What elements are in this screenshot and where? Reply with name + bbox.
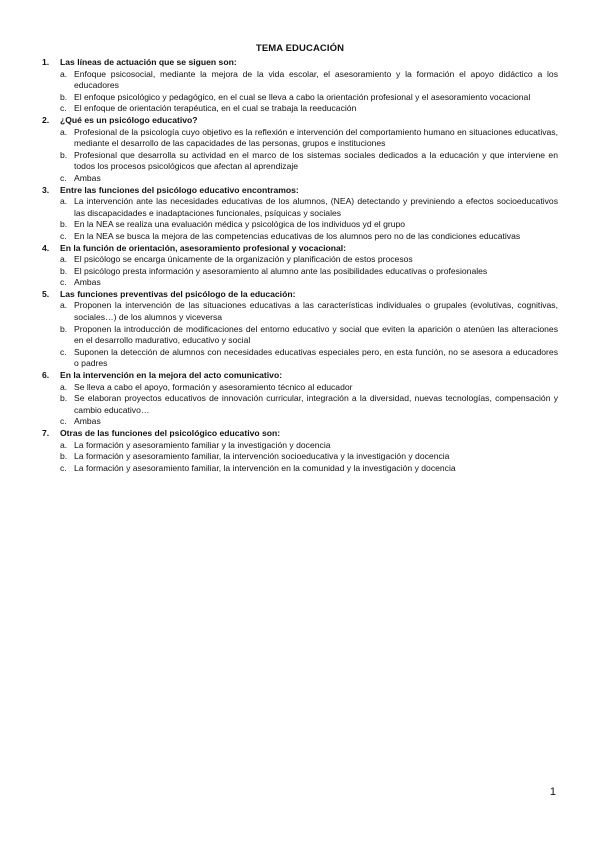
option-text: En la NEA se busca la mejora de las competencias educativas de los alumnos pero no de las condiciones educativas — [74, 230, 521, 241]
question-number: 1. — [42, 57, 50, 67]
answer-option — [60, 382, 558, 394]
option-letter: c. — [60, 277, 67, 288]
option-letter: b. — [60, 149, 68, 160]
option-letter: b. — [60, 393, 68, 404]
answer-option — [60, 231, 558, 243]
option-letter: c. — [60, 346, 67, 357]
answer-option — [60, 150, 558, 173]
option-letter: a. — [60, 300, 68, 311]
question-number: 4. — [42, 242, 50, 253]
option-text: La intervención ante las necesidades educativas de los alumnos, (NEA) detectando y previniendo a efectos socioeducativos las discapacidades e inadaptaciones funcionales, psíquicas y sociales — [74, 196, 558, 218]
option-text: El enfoque psicológico y pedagógico, en el cual se lleva a cabo la orientación profesional y el asesoramiento vocacional — [74, 91, 531, 102]
option-text: El psicólogo presta información y asesoramiento al alumno ante las posibilidades educativas o profesionales — [74, 265, 488, 276]
page-number: 1 — [549, 786, 556, 798]
option-letter: a. — [60, 68, 68, 79]
option-letter: c. — [60, 416, 67, 427]
question-number: 7. — [42, 428, 50, 438]
answer-option — [60, 69, 558, 92]
question-heading — [42, 289, 558, 301]
option-text: Ambas — [74, 277, 101, 288]
option-text: El psicólogo se encarga únicamente de la organización y planificación de estos procesos — [74, 254, 413, 265]
option-text: El enfoque de orientación terapéutica, en el cual se trabaja la reeducación — [74, 103, 357, 114]
answer-option — [60, 266, 558, 278]
option-letter: a. — [60, 126, 68, 137]
question-item — [42, 57, 558, 115]
question-text: ¿Qué es un psicólogo educativo? — [60, 114, 198, 125]
option-text: Se lleva a cabo el apoyo, formación y asesoramiento técnico al educador — [74, 381, 353, 392]
option-text: La formación y asesoramiento familiar, la intervención en la comunidad y la investigación y docencia — [74, 462, 456, 473]
option-letter: a. — [60, 439, 68, 450]
option-letter: c. — [60, 462, 67, 473]
option-letter: a. — [60, 196, 68, 207]
question-text: En la intervención en la mejora del acto comunicativo: — [60, 370, 283, 381]
answer-option — [60, 300, 558, 323]
question-item — [42, 185, 558, 243]
option-letter: c. — [60, 172, 67, 183]
option-text: La formación y asesoramiento familiar y la investigación y docencia — [74, 439, 331, 450]
question-heading — [42, 428, 558, 440]
option-text: La formación y asesoramiento familiar, la intervención socioeducativa y la investigación y docencia — [74, 451, 450, 462]
question-heading — [42, 115, 558, 127]
option-text: Proponen la intervención de las situaciones educativas a las características individuales o grupales (evolutivas, cognitivas, sociales…) de los alumnos y viceversa — [74, 300, 558, 323]
document-title: TEMA EDUCACIÓN — [255, 43, 345, 54]
answer-option — [60, 219, 558, 231]
option-letter: c. — [60, 103, 67, 114]
answer-option — [60, 277, 558, 289]
option-text: En la NEA se realiza una evaluación médica y psicológica de los individuos yd el grupo — [74, 219, 406, 230]
answer-option — [60, 254, 558, 266]
option-text: Profesional que desarrolla su actividad en el marco de los sistemas sociales dedicados a la educación y que interviene en todos los procesos psicológicos que afectan al aprendizaje — [74, 149, 558, 172]
answer-option — [60, 324, 558, 347]
question-heading — [42, 185, 558, 197]
question-number: 3. — [42, 184, 50, 195]
question-item — [42, 428, 558, 474]
question-number: 6. — [42, 370, 50, 381]
option-letter: b. — [60, 91, 68, 102]
option-letter: c. — [60, 230, 67, 241]
question-text: Otras de las funciones del psicológico educativo son: — [60, 428, 281, 438]
answer-option — [60, 451, 558, 463]
question-item — [42, 289, 558, 370]
question-text: Las funciones preventivas del psicólogo de la educación: — [60, 288, 296, 299]
option-letter: b. — [60, 323, 68, 334]
question-text: En la función de orientación, asesoramiento profesional y vocacional: — [60, 242, 347, 253]
option-text: Enfoque psicosocial, mediante la mejora de la vida escolar, el asesoramiento y la formación el apoyo didáctico a los educadores — [74, 68, 558, 91]
option-letter: b. — [60, 451, 68, 462]
answer-option — [60, 173, 558, 185]
option-text: Ambas — [74, 172, 101, 183]
option-text: Profesional de la psicología cuyo objetivo es la reflexión e intervención del comportamiento humano en situaciones educativas, mediante el desarrollo de las capacidades de las personas, grupos e instituciones — [74, 126, 558, 149]
answer-option — [60, 347, 558, 370]
question-text: Entre las funciones del psicólogo educativo encontramos: — [60, 184, 299, 195]
answer-option — [60, 92, 558, 104]
option-text: Ambas — [74, 416, 101, 427]
answer-option — [60, 463, 558, 475]
question-item — [42, 115, 558, 185]
answer-option — [60, 103, 558, 115]
question-number: 5. — [42, 288, 50, 299]
question-item — [42, 243, 558, 289]
question-item — [42, 370, 558, 428]
option-text: Se elaboran proyectos educativos de innovación curricular, integración a la diversidad, nuevas tecnologías, compensación y cambio educativo… — [74, 393, 558, 415]
answer-option — [60, 440, 558, 452]
option-letter: a. — [60, 254, 68, 265]
option-text: Suponen la detección de alumnos con necesidades educativas especiales pero, en esta función, no se asesora a educadores o padres — [74, 346, 558, 369]
answer-option — [60, 127, 558, 150]
answer-option — [60, 196, 558, 219]
option-letter: a. — [60, 381, 68, 392]
answer-option — [60, 393, 558, 416]
option-letter: b. — [60, 219, 68, 230]
question-heading — [42, 243, 558, 255]
question-number: 2. — [42, 114, 50, 125]
question-heading — [42, 370, 558, 382]
answer-option — [60, 416, 558, 428]
option-text: Proponen la introducción de modificaciones del entorno educativo y social que eviten la aparición o atenúen las alteraciones en el desarrollo madurativo, educativo y social — [74, 323, 558, 346]
option-letter: b. — [60, 265, 68, 276]
question-text: Las líneas de actuación que se siguen son: — [60, 57, 237, 67]
question-list — [42, 57, 558, 474]
question-heading — [42, 57, 558, 69]
